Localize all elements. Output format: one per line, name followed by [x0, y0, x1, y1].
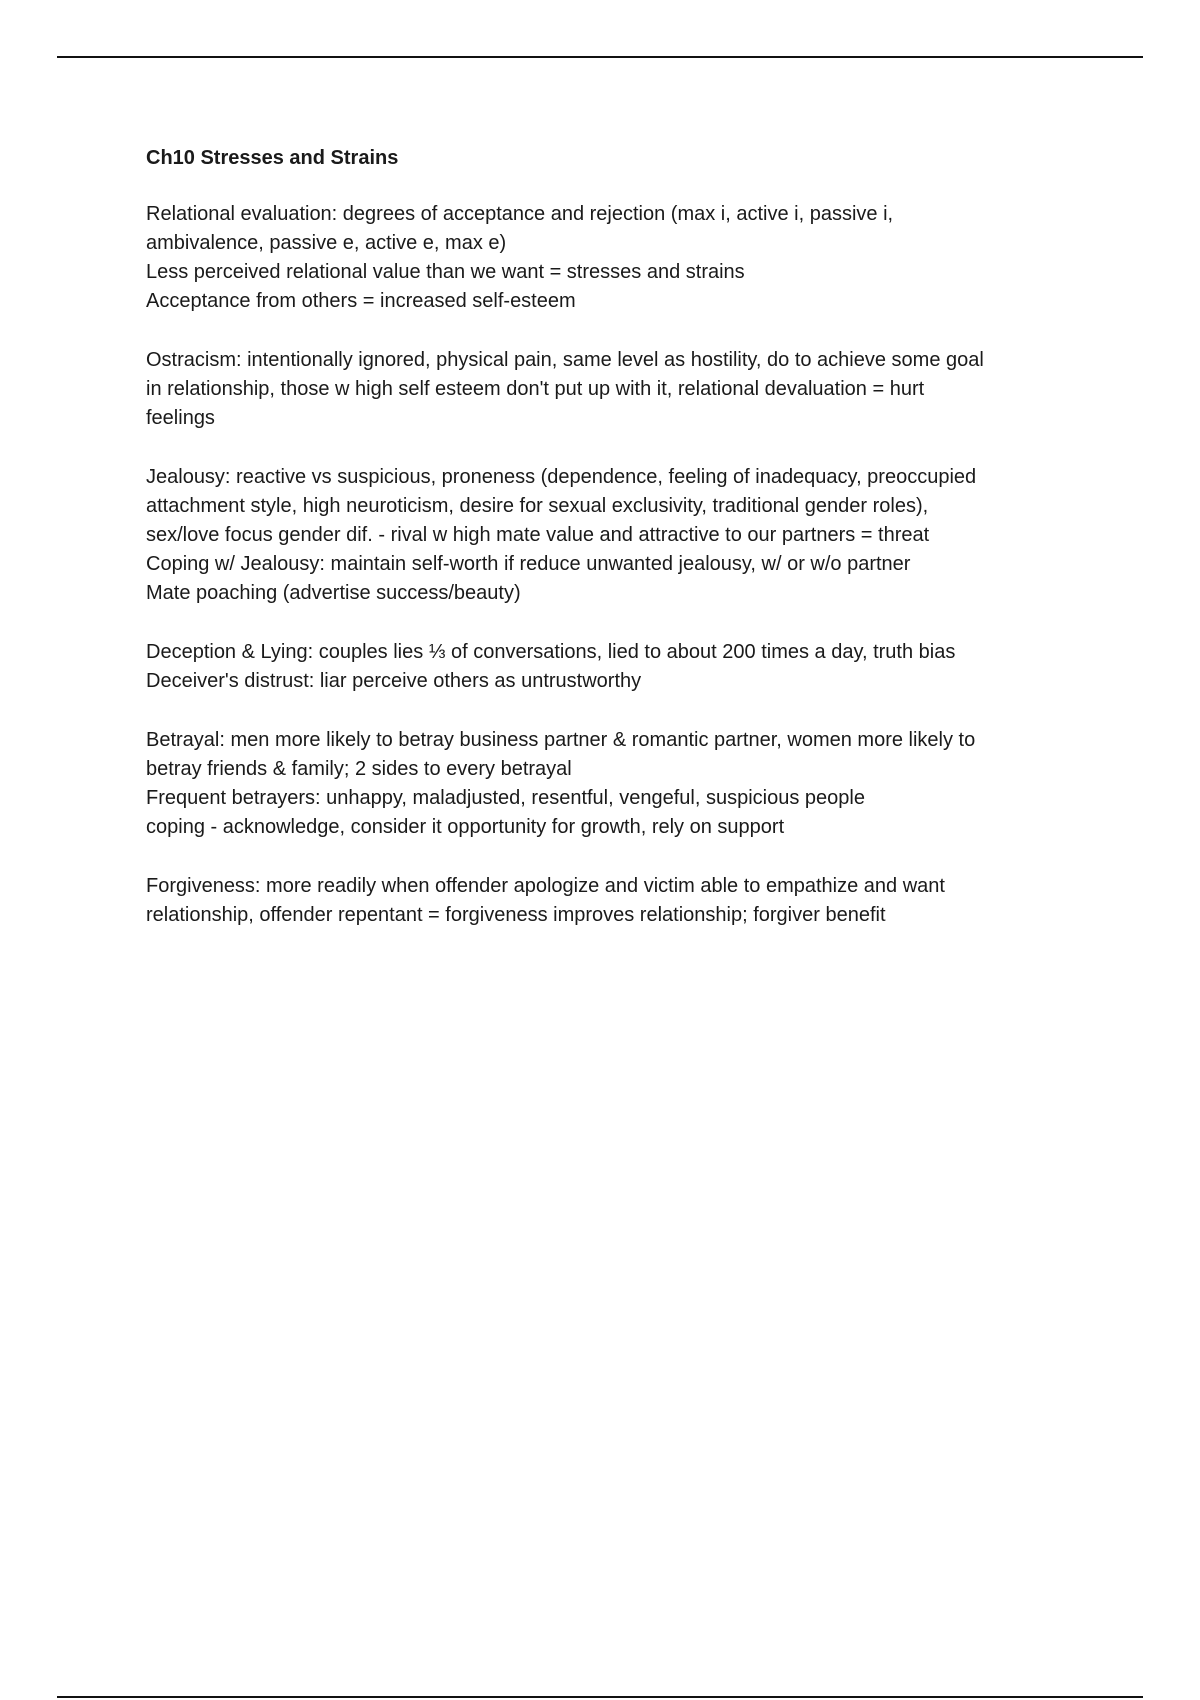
paragraph-line: Relational evaluation: degrees of acceptance and rejection (max i, active i, passive i, [146, 203, 894, 225]
paragraph-line: Deception & Lying: couples lies ⅓ of conversations, lied to about 200 times a day, truth bias [146, 641, 956, 663]
paragraph-forgiveness [146, 872, 1096, 930]
paragraph-deception [146, 638, 1096, 696]
paragraph-line: Mate poaching (advertise success/beauty) [146, 582, 521, 604]
paragraph-line: Acceptance from others = increased self-esteem [146, 290, 576, 312]
bottom-rule [57, 1696, 1143, 1698]
paragraph-line: Jealousy: reactive vs suspicious, proneness (dependence, feeling of inadequacy, preoccupied [146, 466, 977, 488]
paragraph-line: coping - acknowledge, consider it opportunity for growth, rely on support [146, 816, 785, 838]
paragraph-line: Coping w/ Jealousy: maintain self-worth if reduce unwanted jealousy, w/ or w/o partner [146, 553, 911, 575]
paragraph-line: betray friends & family; 2 sides to every betrayal [146, 758, 572, 780]
paragraph-betrayal [146, 726, 1096, 842]
paragraph-ostracism [146, 346, 1096, 433]
paragraph-line: Deceiver's distrust: liar perceive others as untrustworthy [146, 670, 642, 692]
paragraph-line: Frequent betrayers: unhappy, maladjusted, resentful, vengeful, suspicious people [146, 787, 865, 809]
paragraph-line: relationship, offender repentant = forgiveness improves relationship; forgiver benefit [146, 904, 886, 926]
paragraph-relational-evaluation [146, 200, 1096, 316]
paragraph-line: Betrayal: men more likely to betray business partner & romantic partner, women more likely to [146, 729, 976, 751]
paragraph-line: in relationship, those w high self esteem don't put up with it, relational devaluation = hurt [146, 378, 925, 400]
paragraph-line: Ostracism: intentionally ignored, physical pain, same level as hostility, do to achieve some goal [146, 349, 984, 371]
top-rule [57, 56, 1143, 58]
paragraph-line: ambivalence, passive e, active e, max e) [146, 232, 507, 254]
paragraph-line: Less perceived relational value than we want = stresses and strains [146, 261, 745, 283]
document-body [146, 144, 1096, 960]
paragraph-line: attachment style, high neuroticism, desire for sexual exclusivity, traditional gender roles), [146, 495, 929, 517]
paragraph-jealousy [146, 463, 1096, 608]
document-title: Ch10 Stresses and Strains [146, 147, 399, 169]
paragraph-line: Forgiveness: more readily when offender apologize and victim able to empathize and want [146, 875, 945, 897]
paragraph-line: feelings [146, 407, 215, 429]
paragraph-line: sex/love focus gender dif. - rival w high mate value and attractive to our partners = threat [146, 524, 930, 546]
